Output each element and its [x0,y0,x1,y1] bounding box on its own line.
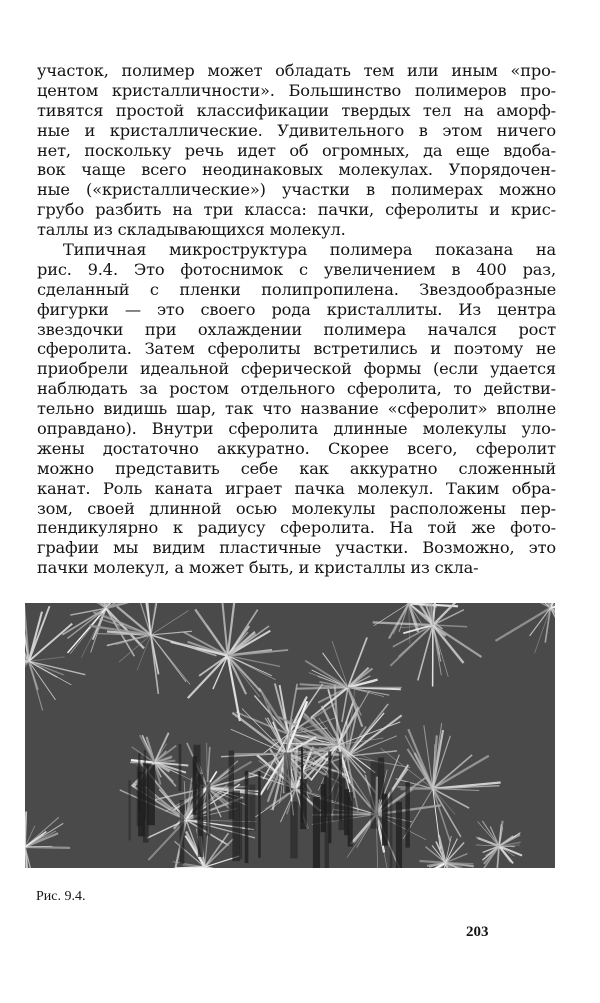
text-line: ные («кристаллические») участки в полимерах можно [37,180,556,200]
text-line: нет, поскольку речь идет об огромных, да еще вдоба- [37,140,556,160]
text-line: графии мы видим пластичные участки. Возможно, это [37,538,556,558]
text-line: ные и кристаллические. Удивительного в этом ничего [37,120,556,140]
text-line: можно представить себе как аккуратно сложенный [37,458,556,478]
text-line: фигурки — это своего рода кристаллиты. Из центра [37,299,556,319]
page-number: 203 [466,924,489,940]
text-line: наблюдать за ростом отдельного сферолита, то действи- [37,379,556,399]
text-line: участок, полимер может обладать тем или иным «про- [37,61,556,80]
micrograph-image [25,603,555,868]
text-line: тельно видишь шар, так что название «сферолит» вполне [37,399,556,419]
text-line: таллы из складывающихся молекул. [37,220,346,240]
text-line: пачки молекул, а может быть, и кристаллы из скла- [37,558,479,578]
text-line: вок чаще всего неодинаковых молекулах. Упорядочен- [37,160,556,180]
text-line: центом кристалличности». Большинство полимеров про- [37,80,556,100]
text-line: приобрели идеальной сферической формы (если удается [37,359,556,379]
text-line: рис. 9.4. Это фотоснимок с увеличением в 400 раз, [37,259,556,279]
text-line: сферолита. Затем сферолиты встретились и поэтому не [37,339,556,359]
text-line: канат. Роль каната играет пачка молекул. Таким обра- [37,478,556,498]
text-line: жены достаточно аккуратно. Скорее всего, сферолит [37,438,556,458]
figure-caption: Рис. 9.4. [36,889,86,904]
text-line: пендикулярно к радиусу сферолита. На той же фото- [37,518,556,538]
text-line: звездочки при охлаждении полимера начался рост [37,319,556,339]
text-line: грубо разбить на три класса: пачки, сферолиты и крис- [37,200,556,220]
body-text [37,61,556,578]
spherulite-micrograph [25,603,555,868]
text-line: зом, своей длинной осью молекулы расположены пер- [37,498,556,518]
text-line: Типичная микроструктура полимера показана на [63,240,556,260]
text-line: тивятся простой классификации твердых тел на аморф- [37,100,556,120]
text-line: оправдано). Внутри сферолита длинные молекулы уло- [37,419,556,439]
text-line: сделанный с пленки полипропилена. Звездообразные [37,279,556,299]
